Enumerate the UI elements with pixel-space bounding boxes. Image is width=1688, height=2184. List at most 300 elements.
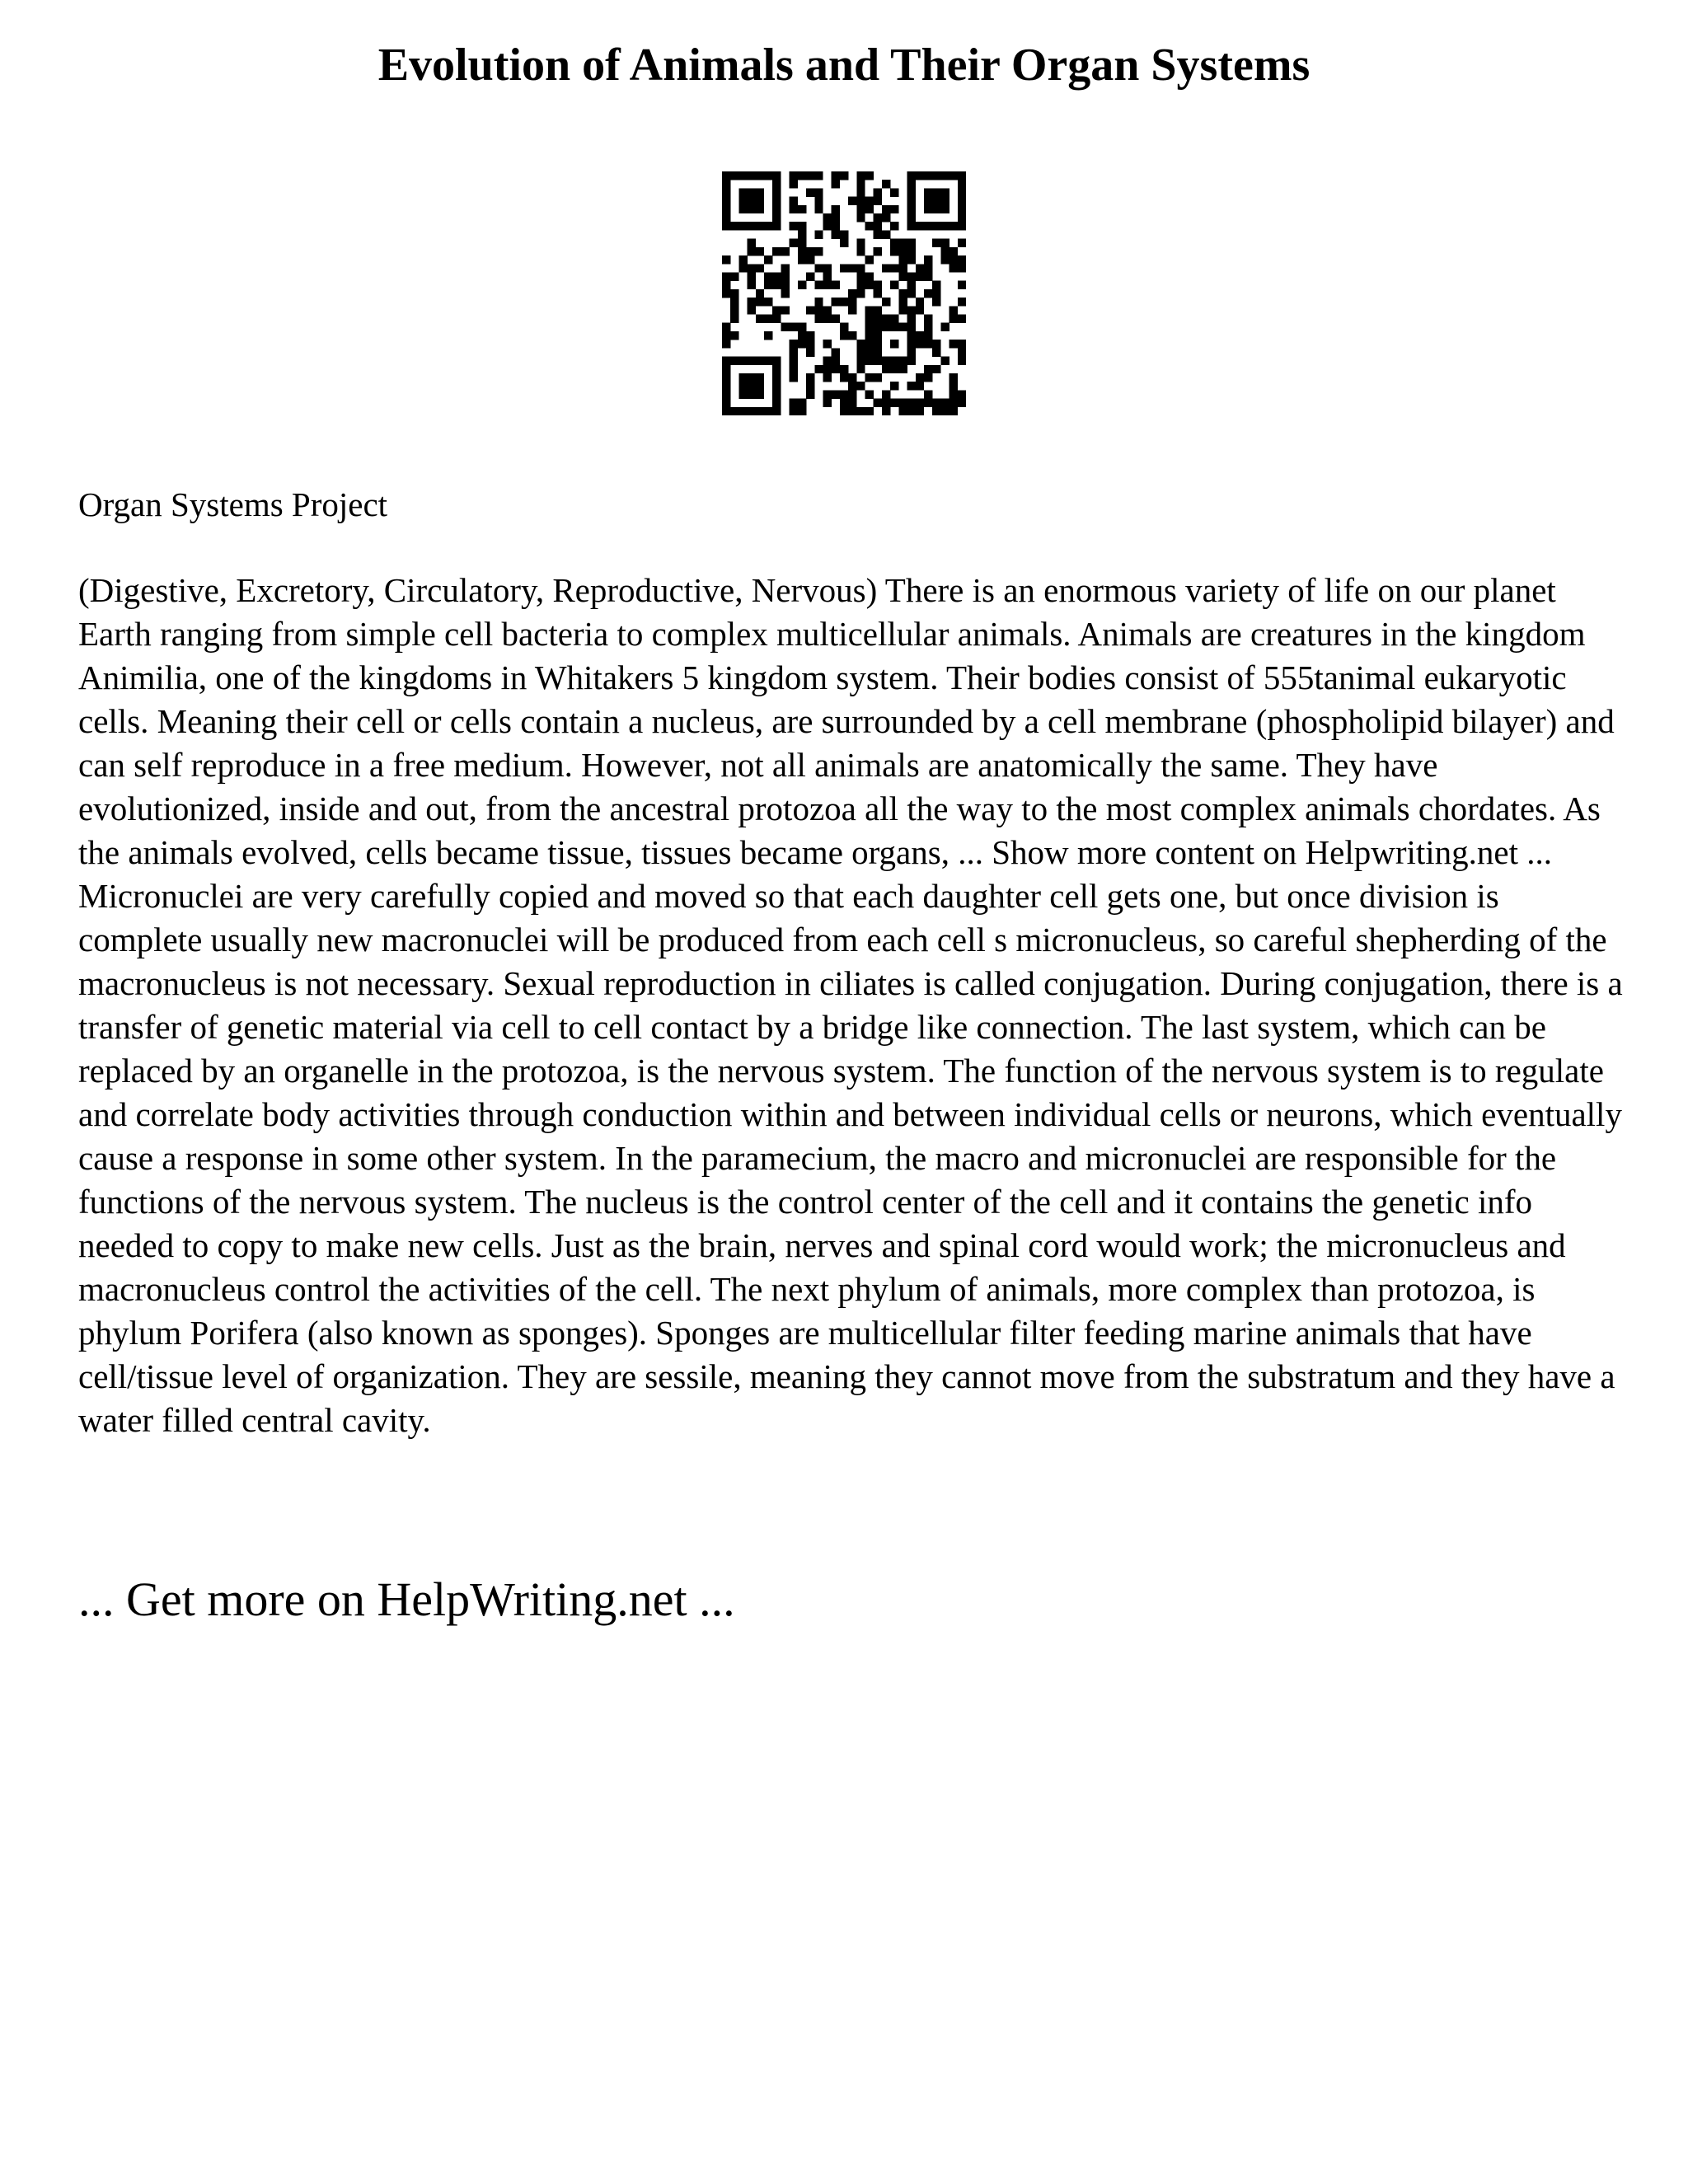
qr-module [907,272,916,280]
qr-module [958,255,966,264]
qr-module [790,340,798,348]
qr-module [840,407,848,415]
qr-module [890,264,898,272]
qr-module [932,281,940,289]
qr-module [940,222,949,230]
qr-module [865,390,874,398]
qr-module [924,264,932,272]
qr-module [856,407,865,415]
qr-module [940,255,949,264]
qr-module [798,281,806,289]
qr-module [756,188,764,196]
qr-module [722,171,730,180]
qr-module [756,264,764,272]
qr-module [748,239,756,247]
qr-module [940,323,949,331]
qr-module [823,357,831,365]
qr-module [907,180,916,188]
qr-module [840,399,848,407]
qr-module [798,331,806,340]
qr-module [722,407,730,415]
qr-module [730,222,738,230]
qr-module [722,180,730,188]
qr-module [764,255,772,264]
qr-module [814,365,823,373]
qr-module [865,171,874,180]
qr-module [890,247,898,255]
qr-module [814,188,823,196]
qr-module [832,348,840,356]
qr-module [882,230,890,238]
qr-module [924,188,932,196]
qr-module [916,264,924,272]
qr-module [898,255,907,264]
qr-module [890,382,898,390]
qr-module [907,247,916,255]
qr-module [958,357,966,365]
qr-module [823,390,831,398]
qr-module [898,247,907,255]
qr-module [950,382,958,390]
qr-module [856,272,865,280]
qr-module [865,323,874,331]
qr-module [874,222,882,230]
qr-module [738,188,747,196]
qr-module [738,390,747,398]
qr-module [932,222,940,230]
qr-module [890,222,898,230]
qr-module [907,188,916,196]
qr-module [958,205,966,213]
qr-module [730,407,738,415]
qr-module [890,281,898,289]
qr-module [738,357,747,365]
qr-module [856,264,865,272]
qr-module [748,171,756,180]
qr-module [798,222,806,230]
qr-module [772,213,781,222]
qr-module [924,289,932,298]
qr-module [958,171,966,180]
qr-module [907,222,916,230]
qr-module [814,264,823,272]
qr-module [856,348,865,356]
qr-module [932,197,940,205]
qr-module [950,340,958,348]
qr-module [856,281,865,289]
qr-module [856,171,865,180]
qr-module [772,171,781,180]
qr-module [882,365,890,373]
qr-module [958,197,966,205]
qr-module [898,357,907,365]
qr-module [748,205,756,213]
qr-module [730,289,738,298]
qr-module [950,373,958,382]
qr-module [772,365,781,373]
qr-module [790,222,798,230]
qr-module [738,373,747,382]
qr-module [890,323,898,331]
qr-module [924,373,932,382]
qr-module [806,247,814,255]
qr-module [814,315,823,323]
qr-module [790,373,798,382]
qr-module [950,407,958,415]
qr-module [814,306,823,314]
qr-module [840,239,848,247]
qr-module [806,373,814,382]
qr-module [748,306,756,314]
qr-module [924,331,932,340]
qr-module [865,255,874,264]
qr-module [916,399,924,407]
qr-module [722,272,730,280]
paragraph-intro: (Digestive, Excretory, Circulatory, Reproductive, Nervous) There is an enormous variety of life on our planet Earth ranging from simple cell bacteria to complex multicellular animals. Animals are creatures in the kingdom Animilia, one of the kingdoms in Whitakers 5 kingdom system. Their bodies consist of 555tanimal eukaryotic cells. Meaning their cell or cells contain a nucleus, are surrounded by a cell membrane (phospholipid bilayer) and can self reproduce in a free medium. However, not all animals are anatomically the same. They have evolutionized, inside and out, from the ancestral protozoa all the way to the most complex animals chordates. As the animals evolved, cells became tissue, tissues became organs, ... Show more content on Helpwriting.net ... [78,571,1615,871]
qr-module [772,306,781,314]
qr-module [823,373,831,382]
qr-module [865,272,874,280]
qr-module [756,357,764,365]
page-title: Evolution of Animals and Their Organ Systems [377,40,1311,91]
qr-module [756,407,764,415]
qr-module [764,315,772,323]
qr-module [856,205,865,213]
qr-module [814,205,823,213]
qr-module [790,197,798,205]
qr-module [814,230,823,238]
qr-module [950,306,958,314]
qr-module [748,382,756,390]
qr-module [924,315,932,323]
qr-module [764,331,772,340]
qr-module [924,205,932,213]
qr-module [856,197,865,205]
qr-module [798,205,806,213]
qr-module [806,340,814,348]
qr-module [722,197,730,205]
qr-module [924,272,932,280]
qr-module [722,289,730,298]
qr-module [772,197,781,205]
qr-module [756,247,764,255]
qr-module [958,281,966,289]
qr-module [756,315,764,323]
qr-module [924,340,932,348]
qr-module [950,247,958,255]
qr-module [798,247,806,255]
article-body [78,569,1628,1442]
qr-module [865,407,874,415]
qr-module [722,373,730,382]
qr-module [823,222,831,230]
paragraph-nervous-system: Micronuclei are very carefully copied and moved so that each daughter cell gets one, but once division is complete usually new macronuclei will be produced from each cell s micronucleus, so careful shepherding of the macronucleus is not necessary. Sexual reproduction in ciliates is called conjugation. During conjugation, there is a transfer of genetic material via cell to cell contact by a bridge like connection. The last system, which can be replaced by an organelle in the protozoa, is the nervous system. The function of the nervous system is to regulate and correlate body activities through conduction within and between individual cells or neurons, which eventually cause a response in some other system. In the paramecium, the macro and micronuclei are responsible for the functions of the nervous system. The nucleus is the control center of the cell and it contains the genetic info needed to copy to make new cells. Just as the brain, nerves and spinal cord would work; the micronucleus and macronucleus control the activities of the cell. The next phylum of animals, more complex than protozoa, is phylum Porifera (also known as sponges). Sponges are multicellular filter feeding marine animals that have cell/tissue level of organization. They are sessile, meaning they cannot move from the substratum and they have a water filled central cavity. [78,877,1623,1439]
qr-module [907,407,916,415]
qr-module [874,281,882,289]
qr-module [916,298,924,306]
qr-module [882,407,890,415]
qr-module [756,382,764,390]
qr-module [790,407,798,415]
qr-module [730,315,738,323]
qr-module [806,348,814,356]
qr-module [823,264,831,272]
qr-module [748,281,756,289]
qr-module [907,357,916,365]
qr-module [907,281,916,289]
qr-module [848,306,856,314]
qr-module [764,298,772,306]
qr-module [865,373,874,382]
get-more-link[interactable]: ... Get more on HelpWriting.net ... [78,1572,735,1626]
qr-module [772,247,781,255]
qr-module [907,382,916,390]
qr-module [823,272,831,280]
qr-module [874,315,882,323]
qr-module [940,239,949,247]
qr-module [865,357,874,365]
qr-module [832,390,840,398]
qr-module [798,230,806,238]
qr-module [756,197,764,205]
qr-module [806,306,814,314]
qr-module [874,247,882,255]
qr-module [898,306,907,314]
qr-module [874,323,882,331]
qr-module [730,171,738,180]
qr-module [772,373,781,382]
qr-module [840,331,848,340]
qr-module [840,298,848,306]
qr-module [748,407,756,415]
qr-module [781,323,789,331]
qr-module [865,348,874,356]
qr-module [781,272,789,280]
qr-module [764,407,772,415]
qr-module [764,222,772,230]
qr-module [748,357,756,365]
qr-module [907,239,916,247]
qr-module [907,306,916,314]
qr-module [890,205,898,213]
qr-module [898,264,907,272]
qr-module [738,264,747,272]
qr-module [907,315,916,323]
qr-module [756,171,764,180]
qr-module [958,348,966,356]
qr-module [781,247,789,255]
qr-module [806,272,814,280]
qr-module [958,188,966,196]
qr-module [940,399,949,407]
qr-module [781,289,789,298]
qr-module [890,340,898,348]
qr-module [756,390,764,398]
qr-module [898,323,907,331]
qr-module [748,222,756,230]
qr-module [814,298,823,306]
qr-module [856,213,865,222]
qr-module [907,323,916,331]
qr-module [916,340,924,348]
qr-module [823,399,831,407]
qr-module [840,323,848,331]
qr-module [748,247,756,255]
qr-module [772,281,781,289]
qr-module [798,171,806,180]
qr-module [907,399,916,407]
qr-module [806,382,814,390]
qr-module [940,197,949,205]
qr-module [790,399,798,407]
qr-module [748,188,756,196]
qr-module [916,373,924,382]
qr-module [874,188,882,196]
qr-module [722,340,730,348]
qr-module [890,315,898,323]
qr-module [932,340,940,348]
qr-code-graphic [722,171,966,415]
qr-module [790,357,798,365]
qr-module [722,255,730,264]
qr-module [798,340,806,348]
qr-module [790,323,798,331]
qr-module [890,188,898,196]
qr-module [898,298,907,306]
qr-module [722,205,730,213]
qr-module [738,382,747,390]
qr-module [865,205,874,213]
qr-module [798,407,806,415]
qr-module [848,331,856,340]
qr-module [865,306,874,314]
qr-module [940,205,949,213]
qr-module [882,399,890,407]
qr-module [814,281,823,289]
qr-module [907,197,916,205]
qr-module [882,390,890,398]
qr-module [924,323,932,331]
qr-module [950,390,958,398]
qr-module [890,239,898,247]
qr-module [907,289,916,298]
qr-module [958,222,966,230]
qr-module [958,264,966,272]
qr-module [790,171,798,180]
qr-module [874,373,882,382]
qr-module [814,197,823,205]
qr-module [865,315,874,323]
qr-module [772,315,781,323]
qr-module [848,399,856,407]
qr-module [932,399,940,407]
qr-module [950,255,958,264]
qr-module [890,357,898,365]
qr-module [781,281,789,289]
qr-module [950,264,958,272]
qr-module [772,357,781,365]
qr-module [890,399,898,407]
qr-module [840,390,848,398]
qr-module [940,357,949,365]
qr-module [856,365,865,373]
qr-module [848,407,856,415]
qr-module [924,365,932,373]
qr-module [772,222,781,230]
qr-module [932,205,940,213]
qr-module [958,390,966,398]
qr-module [916,272,924,280]
qr-module [756,205,764,213]
qr-module [856,289,865,298]
qr-module [848,289,856,298]
qr-module [924,399,932,407]
qr-module [940,247,949,255]
qr-module [764,272,772,280]
qr-module [756,298,764,306]
qr-module [806,390,814,398]
qr-module [848,373,856,382]
qr-module [898,289,907,298]
qr-module [722,390,730,398]
qr-module [940,171,949,180]
qr-module [874,197,882,205]
project-subtitle: Organ Systems Project [78,485,388,523]
qr-code-icon [722,171,966,415]
qr-module [832,365,840,373]
qr-module [722,281,730,289]
qr-module [958,213,966,222]
qr-module [958,239,966,247]
qr-module [907,171,916,180]
qr-module [832,213,840,222]
qr-module [932,171,940,180]
qr-module [848,264,856,272]
qr-module [856,239,865,247]
qr-module [950,171,958,180]
qr-module [798,239,806,247]
qr-module [722,382,730,390]
qr-module [924,171,932,180]
qr-module [882,205,890,213]
qr-module [890,365,898,373]
qr-module [950,399,958,407]
qr-module [823,281,831,289]
qr-module [856,357,865,365]
qr-module [832,298,840,306]
qr-module [790,365,798,373]
qr-module [856,247,865,255]
qr-module [781,306,789,314]
qr-module [790,239,798,247]
qr-module [748,390,756,398]
qr-module [738,197,747,205]
qr-module [882,264,890,272]
qr-module [738,171,747,180]
qr-module [823,340,831,348]
qr-module [865,281,874,289]
qr-module [856,382,865,390]
qr-module [932,365,940,373]
qr-module [958,180,966,188]
qr-module [865,340,874,348]
qr-module [848,298,856,306]
qr-module [907,213,916,222]
qr-module [832,357,840,365]
qr-module [916,171,924,180]
qr-module [738,255,747,264]
qr-module [898,272,907,280]
